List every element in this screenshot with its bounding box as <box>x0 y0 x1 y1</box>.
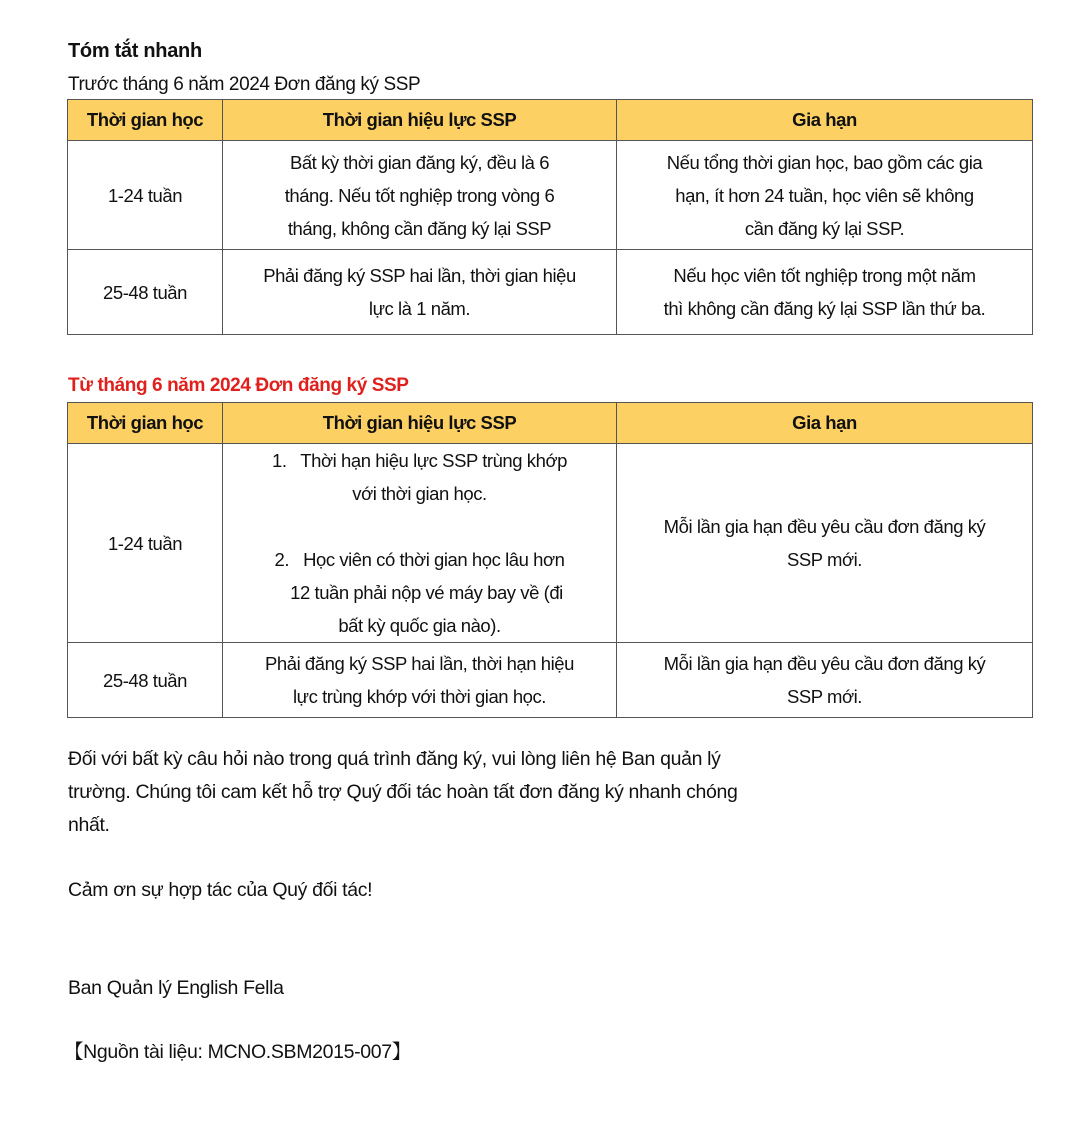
header-duration: Thời gian học <box>68 100 223 141</box>
header-validity: Thời gian hiệu lực SSP <box>223 100 617 141</box>
cell-validity <box>223 643 617 718</box>
section2-title: Từ tháng 6 năm 2024 Đơn đăng ký SSP <box>68 375 409 396</box>
table-from-june-2024 <box>67 402 1033 718</box>
cell-extension <box>617 141 1033 250</box>
text-line: Nếu tổng thời gian học, bao gồm các gia <box>666 151 983 173</box>
header-extension: Gia hạn <box>617 403 1033 444</box>
contact-paragraph <box>68 743 737 842</box>
cell-validity <box>223 250 617 335</box>
text-line: hạn, ít hơn 24 tuần, học viên sẽ không <box>675 184 974 206</box>
text-line: cần đăng ký lại SSP. <box>744 217 905 239</box>
thanks-text: Cảm ơn sự hợp tác của Quý đối tác! <box>68 879 373 901</box>
text-line: Phải đăng ký SSP hai lần, thời gian hiệu <box>263 265 576 286</box>
text-line: Mỗi lần gia hạn đều yêu cầu đơn đăng ký <box>663 516 986 537</box>
cell-duration: 25-48 tuần <box>68 250 223 335</box>
cell-duration: 25-48 tuần <box>68 643 223 718</box>
text-line: lực là 1 năm. <box>368 298 471 319</box>
cell-extension <box>617 250 1033 335</box>
text-line: 1. Thời hạn hiệu lực SSP trùng khớp <box>272 450 567 471</box>
table-row <box>68 643 1033 718</box>
cell-extension <box>617 643 1033 718</box>
table-row <box>68 141 1033 250</box>
cell-duration: 1-24 tuần <box>68 444 223 643</box>
list-item <box>225 444 614 510</box>
table-row <box>68 444 1033 643</box>
text-line: 12 tuần phải nộp vé máy bay về (đi <box>290 582 563 603</box>
section1-title: Trước tháng 6 năm 2024 Đơn đăng ký SSP <box>68 74 421 95</box>
cell-extension <box>617 444 1033 643</box>
header-validity: Thời gian hiệu lực SSP <box>223 403 617 444</box>
text-line: Bất kỳ thời gian đăng ký, đều là 6 <box>289 151 550 173</box>
text-line: nhất. <box>68 814 110 836</box>
text-line: Đối với bất kỳ câu hỏi nào trong quá trình đăng ký, vui lòng liên hệ Ban quản lý <box>68 748 721 770</box>
text-line: bất kỳ quốc gia nào). <box>338 615 501 636</box>
validity-list <box>225 444 614 642</box>
text-line: SSP mới. <box>786 549 863 570</box>
table-row <box>68 250 1033 335</box>
source-reference: 【Nguồn tài liệu: MCNO.SBM2015-007】 <box>64 1041 411 1063</box>
text-line: Nếu học viên tốt nghiệp trong một năm <box>673 265 976 286</box>
header-duration: Thời gian học <box>68 403 223 444</box>
text-line: tháng, không cần đăng ký lại SSP <box>287 217 552 239</box>
table-header-row <box>68 100 1033 141</box>
cell-validity <box>223 141 617 250</box>
text-line: Phải đăng ký SSP hai lần, thời hạn hiệu <box>265 653 574 674</box>
text-line: với thời gian học. <box>352 483 487 504</box>
header-extension: Gia hạn <box>617 100 1033 141</box>
text-line: lực trùng khớp với thời gian học. <box>293 686 546 707</box>
text-line: Mỗi lần gia hạn đều yêu cầu đơn đăng ký <box>663 653 986 674</box>
cell-duration: 1-24 tuần <box>68 141 223 250</box>
list-item <box>225 543 614 642</box>
text-line: thì không cần đăng ký lại SSP lần thứ ba. <box>663 298 986 319</box>
text-line: SSP mới. <box>786 686 863 707</box>
table-before-june-2024 <box>67 99 1033 335</box>
signature: Ban Quản lý English Fella <box>68 977 284 999</box>
text-line: 2. Học viên có thời gian học lâu hơn <box>274 549 565 570</box>
list-spacer <box>225 510 614 543</box>
text-line: tháng. Nếu tốt nghiệp trong vòng 6 <box>284 184 555 206</box>
text-line: trường. Chúng tôi cam kết hỗ trợ Quý đối tác hoàn tất đơn đăng ký nhanh chóng <box>68 781 738 803</box>
document-title: Tóm tắt nhanh <box>68 40 202 62</box>
cell-validity <box>223 444 617 643</box>
table-header-row <box>68 403 1033 444</box>
